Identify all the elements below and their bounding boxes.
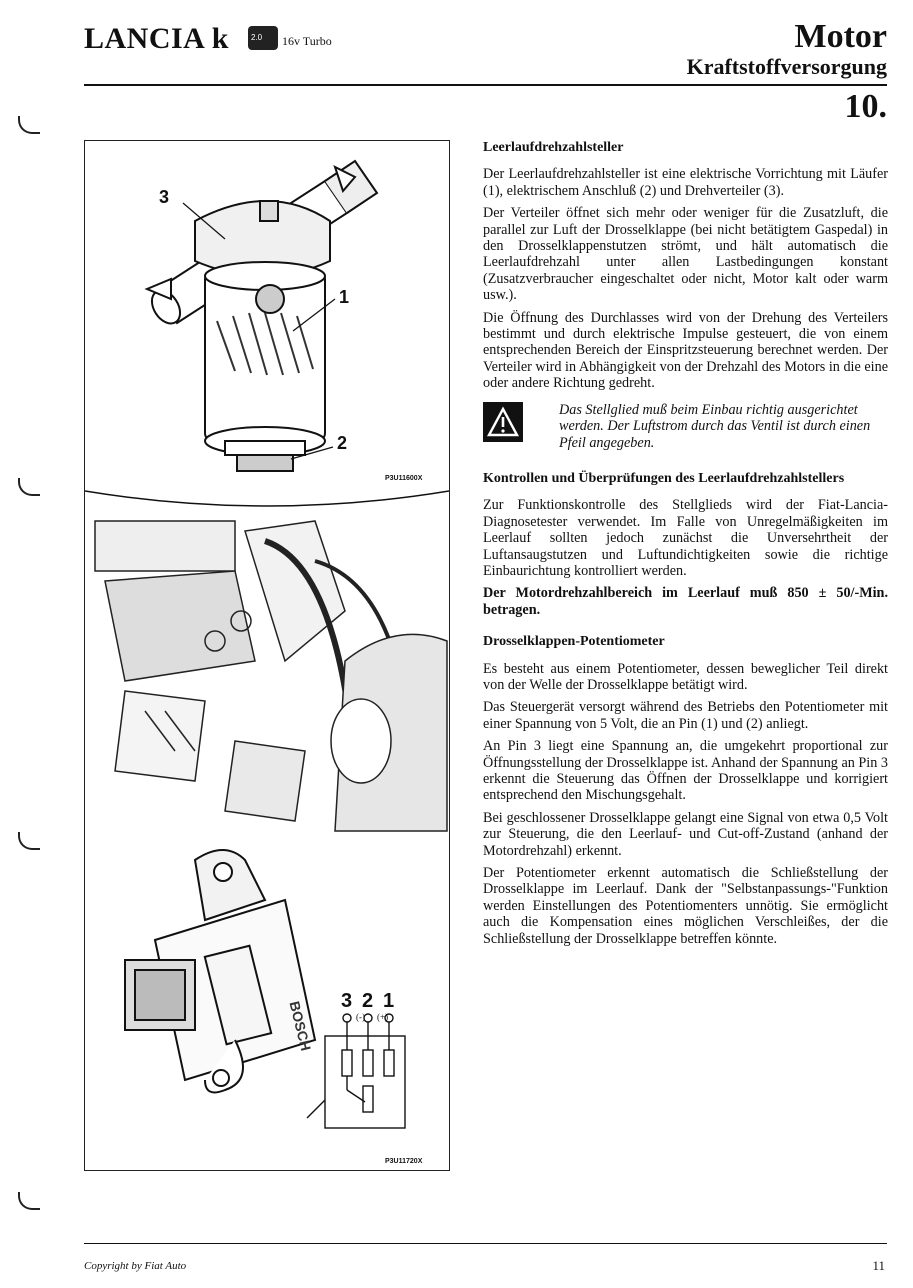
pin-label-3: 3	[341, 990, 353, 1012]
page-number: 11	[872, 1258, 885, 1273]
page-title: Motor	[794, 18, 887, 55]
binder-mark	[18, 832, 40, 850]
paragraph: Die Öffnung des Durchlasses wird von der Drehung des Verteilers bestimmt und durch elektrische Impulse gesteuert, die von einem entsprechenden Bereich der Einspritzsteuerung berechnet werden. Der Verteiler wird in Abhängigkeit von der Drehzahl des Motors in die eine oder andere Richtung gedreht.	[483, 309, 888, 392]
figure-code: P3U11600X	[385, 475, 423, 482]
logo-text: 2.0	[251, 33, 263, 42]
callout-1: 1	[339, 287, 350, 307]
valve-figure	[84, 140, 450, 842]
brand-logo	[248, 26, 278, 50]
model-label: 16v Turbo	[282, 34, 332, 48]
callout-3: 3	[159, 187, 170, 207]
page-subtitle: Kraftstoffversorgung	[686, 54, 887, 80]
valve-illustration	[85, 141, 449, 841]
paragraph: Der Leerlaufdrehzahlsteller ist eine elektrische Vorrichtung mit Läufer (1), elektrischem Anschluß (2) und Drehverteiler (3).	[483, 166, 888, 199]
paragraph: Bei geschlossener Drosselklappe gelangt eine Signal von etwa 0,5 Volt zur Steuerung, die den Leerlauf- und Cut-off-Zustand (anhand der Motordrehzahl) erkennt.	[483, 809, 888, 859]
sensor-brand-text: BOSCH	[286, 999, 315, 1053]
paragraph: Der Potentiometer erkennt automatisch die Schließstellung der Drosselklappe im Leerlauf. Dank der "Selbstanpassungs-"Funktion werden Einstellungen des Potentiomenters unnötig. Sie ermöglicht auch die Kompensation eines möglichen Verschleißes, der die Schließstellung der Drosselklappe betreffen könnte.	[483, 865, 888, 947]
section-number: 10.	[844, 88, 887, 125]
binder-mark	[18, 478, 40, 496]
warning-text: Das Stellglied muß beim Einbau richtig ausgerichtet werden. Der Luftstrom durch das Ventil ist durch einen Pfeil angegeben.	[559, 401, 871, 451]
figure-code: P3U11720X	[385, 1158, 423, 1165]
binder-mark	[18, 116, 40, 134]
callout-2: 2	[337, 433, 348, 453]
heading-idle-actuator: Leerlaufdrehzahlsteller	[483, 140, 624, 155]
potentiometer-illustration	[85, 840, 449, 1170]
warning-icon	[483, 402, 523, 442]
paragraph: Das Steuergerät versorgt während des Betriebs den Potentiometer mit einer Spannung von 5 Volt, die an Pin (1) und (2) anliegt.	[483, 699, 888, 732]
potentiometer-figure	[84, 840, 450, 1171]
pin-label-1: 1	[383, 990, 395, 1012]
idle-speed-spec: Der Motordrehzahlbereich im Leerlauf muß 850 ± 50/-Min. betragen.	[483, 585, 888, 618]
footer-divider	[84, 1243, 887, 1244]
text-column	[483, 140, 888, 953]
paragraph: Der Verteiler öffnet sich mehr oder weniger für die Zusatzluft, die parallel zur Luft der Drosselklappe (bei nicht betätigtem Gaspedal) in den Drosselklappenstutzen strömt, und hält automatisch die Leerlaufdrehzahl unter allen Lastbedingungen konstant (Zusatzverbraucher eingeschaltet oder nicht, Motor kalt oder warm usw.).	[483, 205, 888, 304]
heading-checks: Kontrollen und Überprüfungen des Leerlaufdrehzahlstellers	[483, 470, 845, 486]
heading-throttle-pot: Drosselklappen-Potentiometer	[483, 634, 665, 650]
pin-label-2: 2	[362, 990, 374, 1012]
brand-title: LANCIA k	[84, 22, 229, 55]
paragraph: Zur Funktionskontrolle des Stellglieds wird der Fiat-Lancia-Diagnosetester verwendet. Im Falle von Unregelmäßigkeiten im Leerlauf sollten jedoch zunächst die Unversehrtheit der Luftansaugstutzen und Luftundichtigkeiten sowie die richtige Einbaurichtung kontrolliert werden.	[483, 497, 888, 579]
section-header	[687, 18, 887, 80]
paragraph: Es besteht aus einem Potentiometer, dessen beweglicher Teil direkt von der Welle der Drosselklappe betätigt wird.	[483, 660, 888, 693]
paragraph: An Pin 3 liegt eine Spannung an, die umgekehrt proportional zur Öffnungsstellung der Drosselklappe ist. Anhand der Spannung an Pin 3 erkennt die Steuerung das Öffnen der Drosselklappe und korrigiert entsprechend den Mischungsgehalt.	[483, 738, 888, 804]
copyright: Copyright by Fiat Auto	[84, 1260, 187, 1272]
header-divider	[84, 84, 887, 86]
warning-note	[483, 402, 888, 451]
binder-mark	[18, 1192, 40, 1210]
polarity-positive: (+)	[377, 1012, 389, 1022]
polarity-negative: (-)	[356, 1012, 365, 1022]
